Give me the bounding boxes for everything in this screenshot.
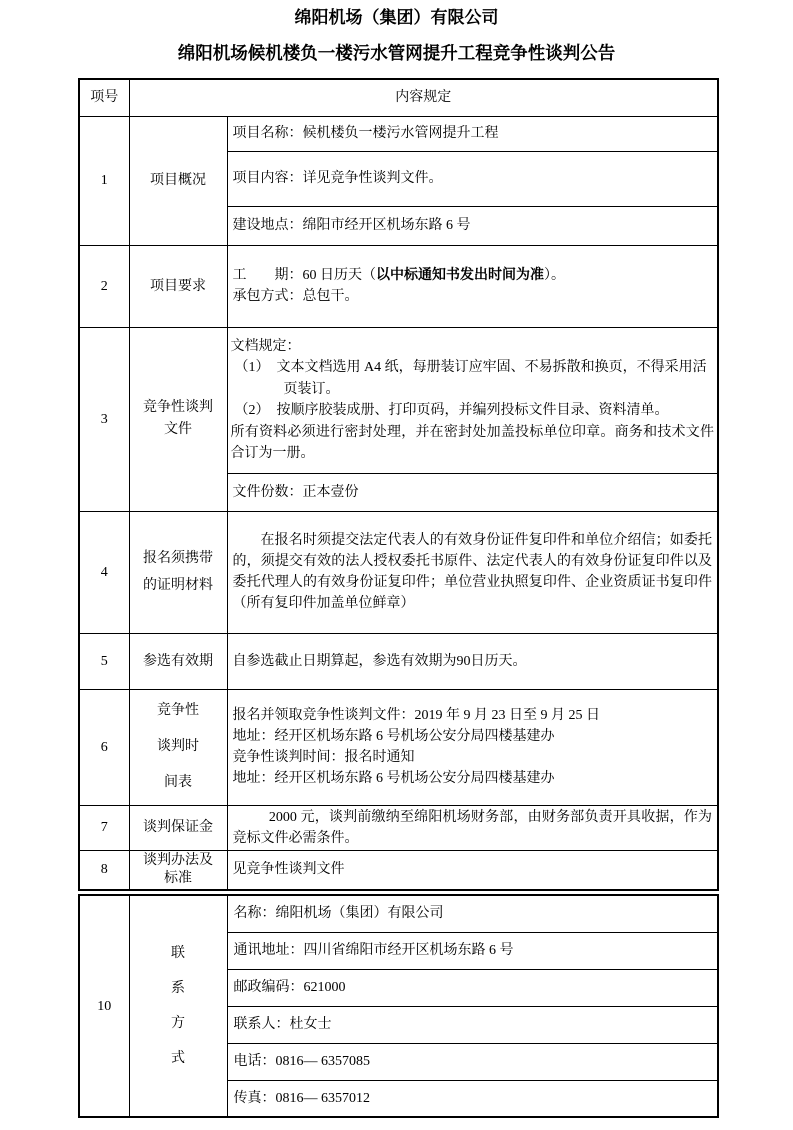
cell-evaluation-method: 见竞争性谈判文件: [227, 850, 718, 890]
duration-bold-note: 以中标通知书发出时间为准: [376, 268, 544, 283]
row-2-number: 2: [79, 245, 129, 327]
row-2-label: 项目要求: [129, 245, 227, 327]
header-item-no: 项号: [79, 79, 129, 116]
row-1-number: 1: [79, 116, 129, 245]
duration-prefix: 工 期：60 日历天（: [232, 268, 376, 283]
row-4-label: [129, 511, 227, 633]
row-7-label: 谈判保证金: [129, 805, 227, 850]
announcement-table: [78, 78, 719, 891]
contact-label-char-2: 系: [171, 981, 185, 996]
duration-line: [233, 265, 714, 286]
row-6-label-line2: 谈判时: [157, 739, 199, 754]
contract-mode-line: 承包方式：总包干。: [232, 289, 359, 304]
row-negotiation-schedule: [79, 689, 718, 805]
row-deposit: [79, 805, 718, 850]
row-3-label: [129, 327, 227, 511]
row-8-label-line2: 标准: [164, 870, 192, 886]
cell-project-requirements: [227, 245, 718, 327]
contact-label-char-3: 方: [171, 1016, 185, 1031]
header-content-spec: 内容规定: [129, 79, 718, 116]
row-evaluation-method: [79, 850, 718, 890]
row-5-label: 参选有效期: [129, 633, 227, 689]
cell-document-copies: 文件份数：正本壹份: [227, 473, 718, 511]
cell-deposit: [227, 805, 718, 850]
row-3-number: 3: [79, 327, 129, 511]
row-6-label: [129, 689, 227, 805]
deposit-text: 2000 元，谈判前缴纳至绵阳机场财务部，由财务部负责开具收据，作为竞标文件必需条件。: [232, 809, 712, 846]
doc-rules-item1: （1） 文本文档选用 A4 纸，每册装订应牢固、不易拆散和换页，不得采用活页装订。: [234, 360, 707, 397]
row-6-label-line1: 竞争性: [157, 703, 199, 718]
document-page: [0, 7, 793, 1130]
cell-validity-period: 自参选截止日期算起，参选有效期为90日历天。: [227, 633, 718, 689]
cell-contact-postcode: 邮政编码：621000: [227, 969, 718, 1006]
row-1-label: 项目概况: [129, 116, 227, 245]
row-8-number: 8: [79, 850, 129, 890]
company-title: 绵阳机场（集团）有限公司: [294, 8, 499, 27]
cell-contact-phone: 电话：0816— 6357085: [227, 1043, 718, 1080]
schedule-negotiation-time: 竞争性谈判时间：报名时通知: [232, 750, 415, 765]
cell-contact-fax: 传真：0816— 6357012: [227, 1080, 718, 1117]
announcement-title: 绵阳机场候机楼负一楼污水管网提升工程竞争性谈判公告: [177, 43, 616, 63]
schedule-address-1: 地址：经开区机场东路 6 号机场公安分局四楼基建办: [232, 729, 555, 744]
cell-contact-person: 联系人：杜女士: [227, 1006, 718, 1043]
table-header-row: [79, 79, 718, 116]
row-10-label: [129, 895, 227, 1117]
cell-contact-address: 通讯地址：四川省绵阳市经开区机场东路 6 号: [227, 932, 718, 969]
row-validity-period: [79, 633, 718, 689]
duration-suffix: ）。: [544, 268, 565, 283]
row-project-overview: [79, 116, 718, 151]
contact-label-char-4: 式: [171, 1051, 185, 1066]
doc-rules-item2: （2） 按顺序胶装成册、打印页码，并编列投标文件目录、资料清单。: [234, 403, 669, 418]
row-10-number: 10: [79, 895, 129, 1117]
row-3-label-line2: 文件: [164, 422, 192, 437]
row-6-label-line3: 间表: [164, 775, 192, 790]
cell-contact-name: 名称：绵阳机场（集团）有限公司: [227, 895, 718, 932]
cell-project-content: 项目内容：详见竞争性谈判文件。: [227, 151, 718, 206]
cell-document-rules: [227, 327, 718, 473]
row-5-number: 5: [79, 633, 129, 689]
row-negotiation-documents: [79, 327, 718, 473]
cell-registration-materials: [227, 511, 718, 633]
row-8-label-line1: 谈判办法及: [143, 852, 213, 868]
doc-rules-intro: 文档规定：: [230, 338, 301, 354]
registration-materials-text: 在报名时须提交法定代表人的有效身份证件复印件和单位介绍信；如委托的，须提交有效的法人授权委托书原件、法定代表人的有效身份证复印件以及委托代理人的有效身份证复印件；单位营业执照复印件、企业资质证书复印件（所有复印件加盖单位鲜章）: [232, 533, 712, 611]
row-6-number: 6: [79, 689, 129, 805]
cell-negotiation-schedule: [227, 689, 718, 805]
row-project-requirements: [79, 245, 718, 327]
row-contact: [79, 895, 718, 932]
row-3-label-line1: 竞争性谈判: [143, 400, 213, 415]
schedule-address-2: 地址：经开区机场东路 6 号机场公安分局四楼基建办: [232, 771, 555, 786]
doc-rules-sealing: 所有资料必须进行密封处理，并在密封处加盖投标单位印章。商务和技术文件合订为一册。: [230, 424, 714, 461]
row-4-number: 4: [79, 511, 129, 633]
row-4-label-line1: 报名须携带: [143, 551, 213, 566]
cell-project-location: 建设地点：绵阳市经开区机场东路 6 号: [227, 206, 718, 245]
row-4-label-line2: 的证明材料: [143, 578, 213, 593]
row-7-number: 7: [79, 805, 129, 850]
schedule-collect-docs: 报名并领取竞争性谈判文件：2019 年 9 月 23 日至 9 月 25 日: [232, 708, 600, 723]
row-8-label: [129, 850, 227, 890]
cell-project-name: 项目名称：候机楼负一楼污水管网提升工程: [227, 116, 718, 151]
contact-label-char-1: 联: [171, 946, 185, 961]
contact-table: [78, 894, 719, 1118]
row-registration-materials: [79, 511, 718, 633]
